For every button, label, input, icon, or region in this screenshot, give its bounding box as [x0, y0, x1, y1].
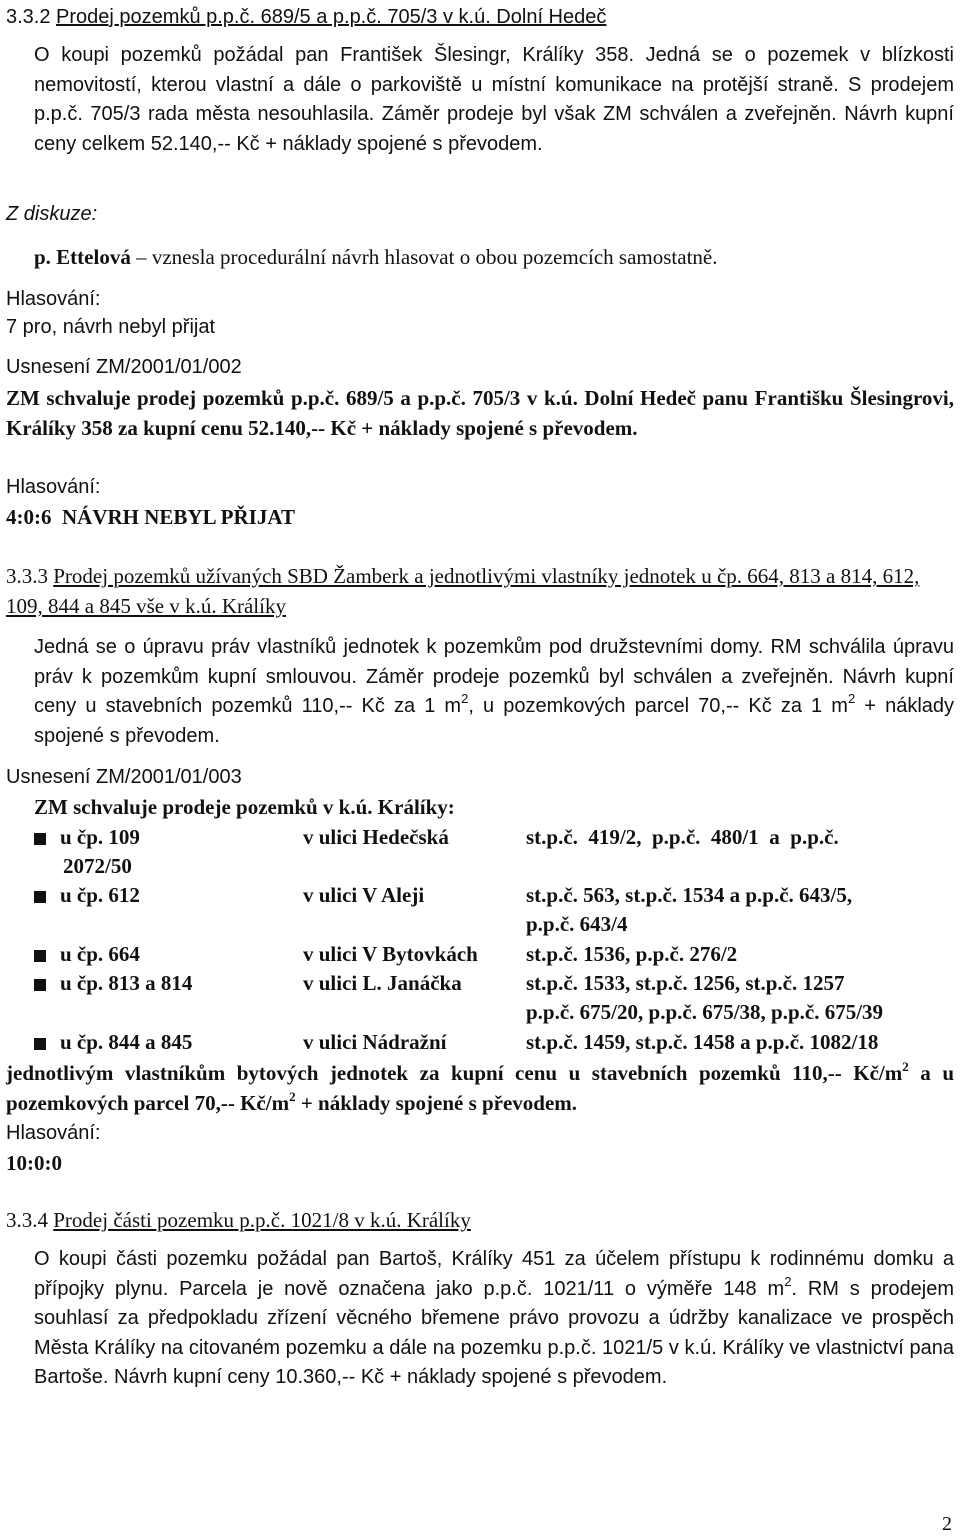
list-item-street: v ulici L. Janáčka — [303, 971, 462, 995]
list-item-street: v ulici Hedečská — [303, 825, 449, 849]
list-item-parcels: st.p.č. 1459, st.p.č. 1458 a p.p.č. 1082/18 — [526, 1030, 879, 1054]
section-title: Prodej části pozemku p.p.č. 1021/8 v k.ú. Králíky — [53, 1208, 471, 1232]
vote-result: 10:0:0 — [6, 1151, 62, 1175]
superscript: 2 — [289, 1089, 296, 1104]
closing-text: jednotlivým vlastníkům bytových jednotek za kupní cenu u stavebních pozemků 110,-- Kč/m — [6, 1061, 903, 1085]
section-heading-332 — [6, 3, 956, 32]
vote-label: Hlasování: — [6, 1122, 101, 1144]
paragraph-text: O koupi části pozemku požádal pan Bartoš, Králíky 451 za účelem přístupu k rodinnému domku a přípojky plynu. Parcela je nově označena jako p.p.č. 1021/11 o výměře 148 m — [34, 1248, 954, 1300]
list-item-cp: u čp. 109 — [60, 825, 140, 849]
page-number: 2 — [942, 1513, 952, 1535]
section-paragraph: O koupi pozemků požádal pan František Šlesingr, Králíky 358. Jedná se o pozemek v blízkosti nemovitostí, kterou vlastní a dále o parkoviště u místní komunikace na protější straně. S prodejem p.p.č. 705/3 rada města nesouhlasila. Záměr prodeje byl však ZM schválen a zveřejněn. Návrh kupní ceny celkem 52.140,-- Kč + náklady spojené s převodem. — [34, 44, 954, 155]
discussion-item — [34, 243, 954, 272]
section-paragraph — [34, 633, 954, 751]
resolution-id: Usnesení ZM/2001/01/003 — [6, 766, 242, 788]
superscript: 2 — [902, 1059, 909, 1074]
list-item — [34, 1028, 192, 1057]
discussion-label: Z diskuze: — [6, 203, 98, 225]
list-item-cp: u čp. 813 a 814 — [60, 971, 193, 995]
section-number: 3.3.2 — [6, 6, 51, 28]
superscript: 2 — [847, 691, 856, 706]
vote-label: Hlasování: — [6, 288, 101, 310]
section-heading-334 — [6, 1206, 956, 1235]
list-item-parcels: st.p.č. 563, st.p.č. 1534 a p.p.č. 643/5, — [526, 883, 853, 907]
list-item-cp: u čp. 844 a 845 — [60, 1030, 193, 1054]
vote-result: 4:0:6 NÁVRH NEBYL PŘIJAT — [6, 505, 295, 529]
section-heading-333 — [6, 561, 956, 621]
section-title: Prodej pozemků užívaných SBD Žamberk a jednotlivými vlastníky jednotek u čp. 664, 813 a 814, 612, 109, 844 a 845 vše v k.ú. Králíky — [6, 564, 920, 618]
list-item-parcels-cont: p.p.č. 643/4 — [526, 912, 628, 936]
resolution-closing — [6, 1058, 954, 1118]
list-item-parcels-cont: 2072/50 — [63, 854, 132, 878]
section-title: Prodej pozemků p.p.č. 689/5 a p.p.č. 705/3 v k.ú. Dolní Hedeč — [56, 6, 607, 28]
list-item-parcels: st.p.č. 1533, st.p.č. 1256, st.p.č. 1257 — [526, 971, 845, 995]
list-item-street: v ulici V Bytovkách — [303, 942, 478, 966]
bullet-square-icon — [34, 833, 46, 845]
list-item — [34, 823, 140, 852]
discussion-text: – vznesla procedurální návrh hlasovat o obou pozemcích samostatně. — [136, 245, 718, 269]
superscript: 2 — [784, 1273, 792, 1289]
list-item-street: v ulici Nádražní — [303, 1030, 447, 1054]
bullet-square-icon — [34, 979, 46, 991]
resolution-id: Usnesení ZM/2001/01/002 — [6, 356, 242, 378]
list-item — [34, 940, 140, 969]
list-item-parcels: st.p.č. 419/2, p.p.č. 480/1 a p.p.č. — [526, 825, 839, 849]
closing-text: a u pozemkových parcel 70,-- Kč/m — [6, 1061, 954, 1115]
vote-result: 7 pro, návrh nebyl přijat — [6, 316, 216, 338]
vote-label: Hlasování: — [6, 476, 101, 498]
bullet-square-icon — [34, 1038, 46, 1050]
paragraph-text: Jedná se o úpravu práv vlastníků jednotek k pozemkům pod družstevními domy. RM schválila úpravu práv k pozemkům kupní smlouvou. Záměr prodeje pozemků byl schválen a zveřejněn. Návrh kupní ceny u stavebních pozemků 110,-- Kč za 1 m — [34, 636, 954, 717]
section-number: 3.3.3 — [6, 564, 48, 588]
bullet-square-icon — [34, 950, 46, 962]
section-paragraph — [34, 1245, 954, 1393]
section-number: 3.3.4 — [6, 1208, 48, 1232]
list-item-parcels-cont: p.p.č. 675/20, p.p.č. 675/38, p.p.č. 675/39 — [526, 1000, 884, 1024]
list-item — [34, 969, 192, 998]
list-item-cp: u čp. 664 — [60, 942, 140, 966]
list-item-cp: u čp. 612 — [60, 883, 140, 907]
resolution-intro: ZM schvaluje prodeje pozemků v k.ú. Králíky: — [34, 795, 455, 819]
discussion-speaker: p. Ettelová — [34, 245, 131, 269]
paragraph-text: , u pozemkových parcel 70,-- Kč za 1 m — [468, 695, 848, 717]
list-item-street: v ulici V Aleji — [303, 883, 425, 907]
bullet-square-icon — [34, 891, 46, 903]
list-item-parcels: st.p.č. 1536, p.p.č. 276/2 — [526, 942, 738, 966]
paragraph-text: . RM s prodejem souhlasí za předpokladu zřízení věcného břemene právo provozu a údržby kanalizace ve prospěch Města Králíky na citovaném pozemku a dále na pozemku p.p.č. 1021/5 v k.ú. Králíky ve vlastnictví pana Bartoše. Návrh kupní ceny 10.360,-- Kč + náklady spojené s převodem. — [34, 1277, 954, 1388]
list-item — [34, 881, 140, 910]
closing-text: + náklady spojené s převodem. — [295, 1091, 578, 1115]
paragraph-text: + náklady spojené s převodem. — [34, 695, 955, 747]
resolution-text: ZM schvaluje prodej pozemků p.p.č. 689/5 a p.p.č. 705/3 v k.ú. Dolní Hedeč panu Františku Šlesingrovi, Králíky 358 za kupní cenu 52.140,-- Kč + náklady spojené s převodem. — [6, 386, 954, 440]
superscript: 2 — [461, 691, 469, 706]
